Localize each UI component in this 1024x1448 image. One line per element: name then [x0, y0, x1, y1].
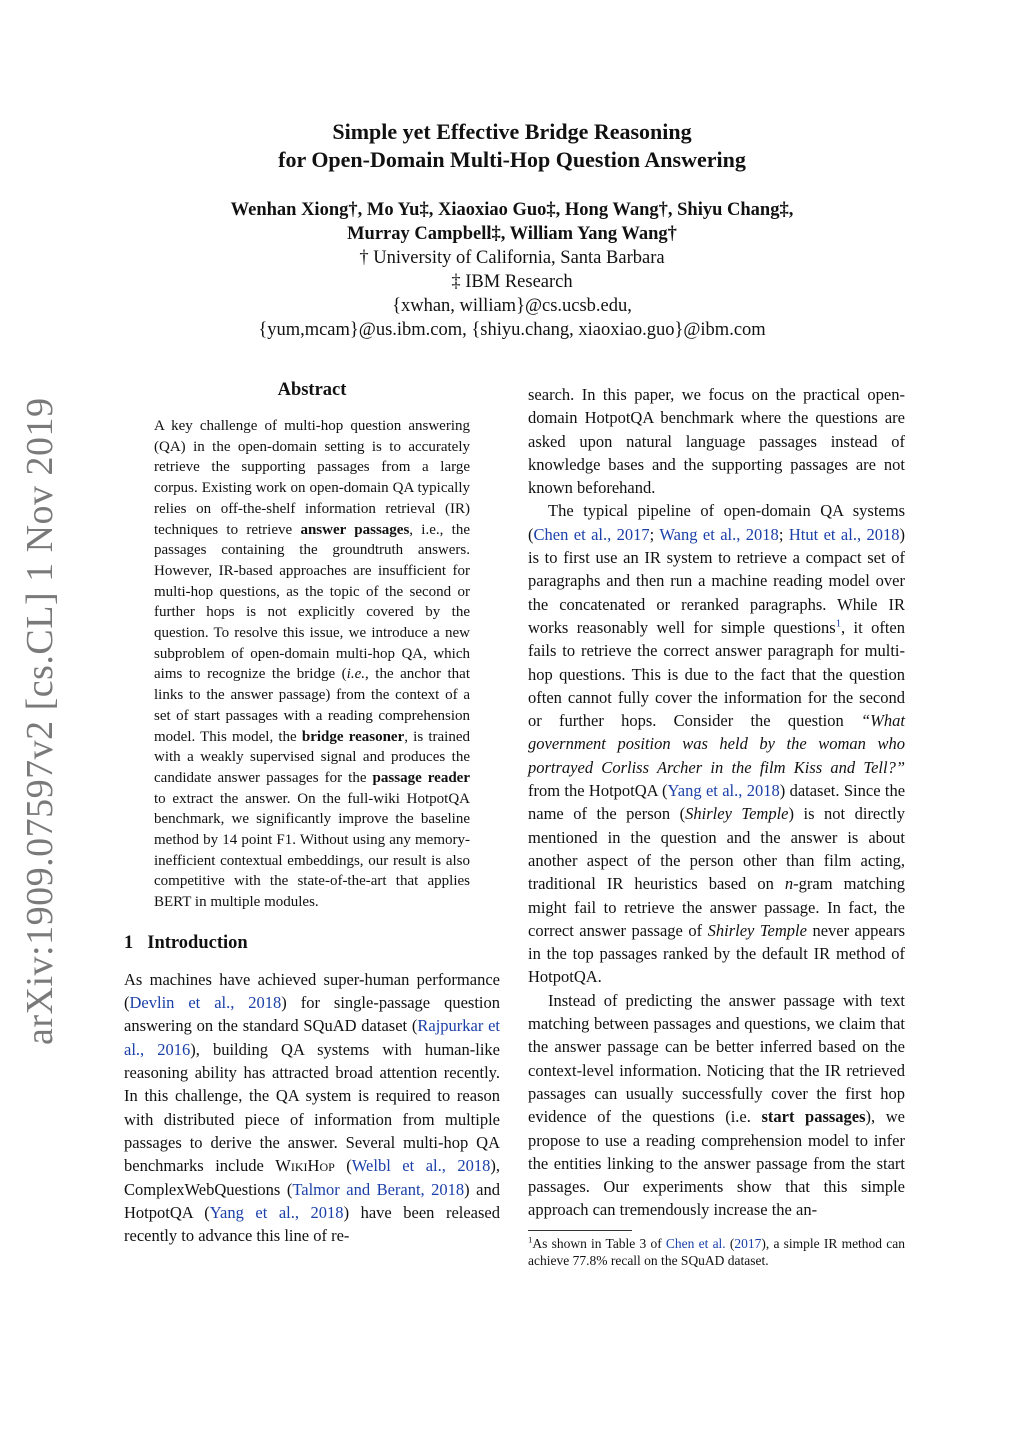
intro-text-run: ) for single-passage question answering on the standard SQuAD dataset (	[124, 993, 500, 1036]
footnote-text-run: ), a simple IR method can achieve 77.8% recall on the SQuAD dataset.	[528, 1235, 905, 1268]
intro-text-run: (	[334, 1156, 352, 1176]
body-text-run: -gram matching might fail to retrieve the answer passage. In fact, the correct answer passage of	[528, 874, 906, 940]
body-text-run: Instead of predicting the answer passage with text matching between passages and questions, we claim that the answer passage can be better inferred based on the context-level information. Noticing that the IR retrieved passages can usually successfully cover the first hop evidence of the questions (i.e.	[528, 990, 905, 1127]
citation-year-2017[interactable]: 2017	[734, 1235, 762, 1251]
authors-line-1: Wenhan Xiong†, Mo Yu‡, Xiaoxiao Guo‡, Hong Wang†, Shiyu Chang‡,	[230, 200, 794, 220]
citation-devlin-2018[interactable]: Devlin et al., 2018	[129, 993, 282, 1013]
body-text-run: never appears in the top passages ranked by the default IR method of HotpotQA.	[528, 920, 905, 987]
citation-htut-2018[interactable]: Htut et al., 2018	[788, 524, 900, 544]
citation-welbl-2018[interactable]: Welbl et al., 2018	[351, 1156, 491, 1176]
footnote-text-run: (	[725, 1235, 735, 1251]
citation-rajpurkar-2016[interactable]: Rajpurkar et al., 2016	[124, 1016, 500, 1059]
body-text-run: from the HotpotQA (	[528, 781, 668, 801]
abstract-text-run: A key challenge of multi-hop question answering (QA) in the open-domain setting is to accurately retrieve the supporting passages from a large corpus. Existing work on open-domain QA typically relies on off-the-shelf information retrieval (IR) techniques to retrieve	[154, 418, 470, 538]
title-line-1: Simple yet Effective Bridge Reasoning	[332, 119, 692, 144]
email-line-1: {xwhan, william}@cs.ucsb.edu,	[392, 296, 632, 316]
intro-text-run: As machines have achieved super-human performance (	[124, 969, 500, 1013]
abstract-text-run: , i.e., the passages containing the groundtruth answers. However, IR-based approaches are insufficient for multi-hop questions, as the topic of the second or further hops is not explicitly covered by the question. To resolve this issue, we introduce a new subproblem of open-domain multi-hop QA, which aims to recognize the bridge (	[154, 521, 470, 683]
italic-n: n	[784, 874, 794, 894]
body-text-run: , it often fails to retrieve the correct answer paragraph for multi-hop questions. This is due to the fact that the question often cannot fully cover the information for the second or further hops. Consider the question	[528, 617, 906, 731]
footnote-marker-1[interactable]: 1	[835, 617, 842, 630]
bold-start-passages: start passages	[761, 1107, 866, 1127]
section-title: Introduction	[147, 932, 248, 953]
section-heading-introduction	[124, 933, 500, 954]
intro-text-run: ), building QA systems with human-like reasoning ability has attracted broad attention recently. In this challenge, the QA system is required to reason with distributed piece of information from multiple passages to derive the answer. Several multi-hop QA benchmarks include	[124, 1039, 500, 1176]
right-column	[528, 383, 905, 1269]
email-line-2: {yum,mcam}@us.ibm.com, {shiyu.chang, xiaoxiao.guo}@ibm.com	[258, 320, 766, 340]
abstract-bold-passage-reader: passage reader	[372, 769, 470, 786]
abstract-italic-ie: i.e.	[346, 666, 365, 683]
affiliation-2: ‡ IBM Research	[451, 272, 573, 292]
body-paragraph-2	[528, 499, 905, 988]
body-text-run: ), we propose to use a reading comprehension model to infer the entities linking to the answer passage from the start passages. Our experiments show that this simple approach can tremendously increase the an-	[528, 1107, 905, 1220]
abstract-text	[154, 416, 470, 913]
example-question: “What government position was held by the woman who portrayed Corliss Archer in the film Kiss and Tell?”	[528, 711, 905, 777]
abstract-text-run: , is trained with a weakly supervised signal and produces the candidate answer passages for the	[154, 728, 470, 786]
body-text-run: ) dataset. Since the name of the person (	[528, 781, 906, 824]
authors-line-2: Murray Campbell‡, William Yang Wang†	[347, 224, 677, 244]
paper-title	[0, 118, 1024, 174]
footnote-mark: 1	[528, 1234, 533, 1245]
body-paragraph-3	[528, 989, 905, 1222]
abstract-bold-answer-passages: answer passages	[300, 521, 410, 538]
footnote-1	[528, 1235, 905, 1269]
citation-wang-2018[interactable]: Wang et al., 2018	[659, 524, 779, 544]
intro-paragraph	[124, 968, 500, 1248]
left-column	[124, 380, 500, 1247]
title-line-2: for Open-Domain Multi-Hop Question Answering	[278, 147, 746, 172]
italic-shirley-temple: Shirley Temple	[707, 920, 807, 940]
abstract-bold-bridge-reasoner: bridge reasoner	[301, 728, 405, 745]
citation-separator: ;	[649, 524, 660, 544]
body-text-run: The typical pipeline of open-domain QA systems (	[528, 501, 905, 544]
abstract-heading: Abstract	[277, 380, 347, 400]
intro-text-run: ), ComplexWebQuestions (	[124, 1156, 500, 1199]
abstract-text-run: to extract the answer. On the full-wiki HotpotQA benchmark, we significantly improve the baseline method by 14 point F1. Without using any memory-inefficient contextual embeddings, our result is also competitive with the state-of-the-art that applies BERT in multiple modules.	[154, 790, 470, 911]
author-block	[0, 198, 1024, 342]
arxiv-identifier: arXiv:1909.07597v2 [cs.CL] 1 Nov 2019	[19, 397, 61, 1045]
citation-yang-2018[interactable]: Yang et al., 2018	[209, 1202, 344, 1222]
section-number: 1	[124, 932, 134, 953]
abstract-text-run: , the anchor that links to the answer passage) from the context of a set of start passages with a reading comprehension model. This model, the	[154, 666, 470, 745]
intro-text-run: ) and HotpotQA (	[124, 1179, 500, 1222]
footnote-divider	[528, 1230, 632, 1231]
body-paragraph-1: search. In this paper, we focus on the practical open-domain HotpotQA benchmark where the questions are asked upon natural language passages instead of knowledge bases and the supporting passages are not known beforehand.	[528, 385, 905, 498]
citation-talmor-berant-2018[interactable]: Talmor and Berant, 2018	[292, 1179, 465, 1199]
citation-chen-et-al[interactable]: Chen et al.	[665, 1235, 726, 1251]
body-text-run: ) is to first use an IR system to retrieve a compact set of paragraphs and then run a machine reading model over the concatenated or reranked paragraphs. While IR works reasonably well for simple questions	[528, 524, 905, 637]
affiliation-1: † University of California, Santa Barbara	[359, 248, 665, 268]
citation-separator: ;	[778, 524, 789, 544]
citation-chen-2017[interactable]: Chen et al., 2017	[533, 524, 650, 544]
wikihop-name: WikiHop	[275, 1156, 335, 1176]
intro-text-run: ) have been released recently to advance this line of re-	[124, 1202, 501, 1246]
italic-shirley-temple: Shirley Temple	[685, 804, 789, 824]
body-text-run: ) is not directly mentioned in the question and the answer is about another aspect of the person other than film acting, traditional IR heuristics based on	[528, 804, 905, 894]
citation-yang-2018[interactable]: Yang et al., 2018	[667, 781, 780, 801]
footnote-text-run: As shown in Table 3 of	[532, 1235, 666, 1251]
